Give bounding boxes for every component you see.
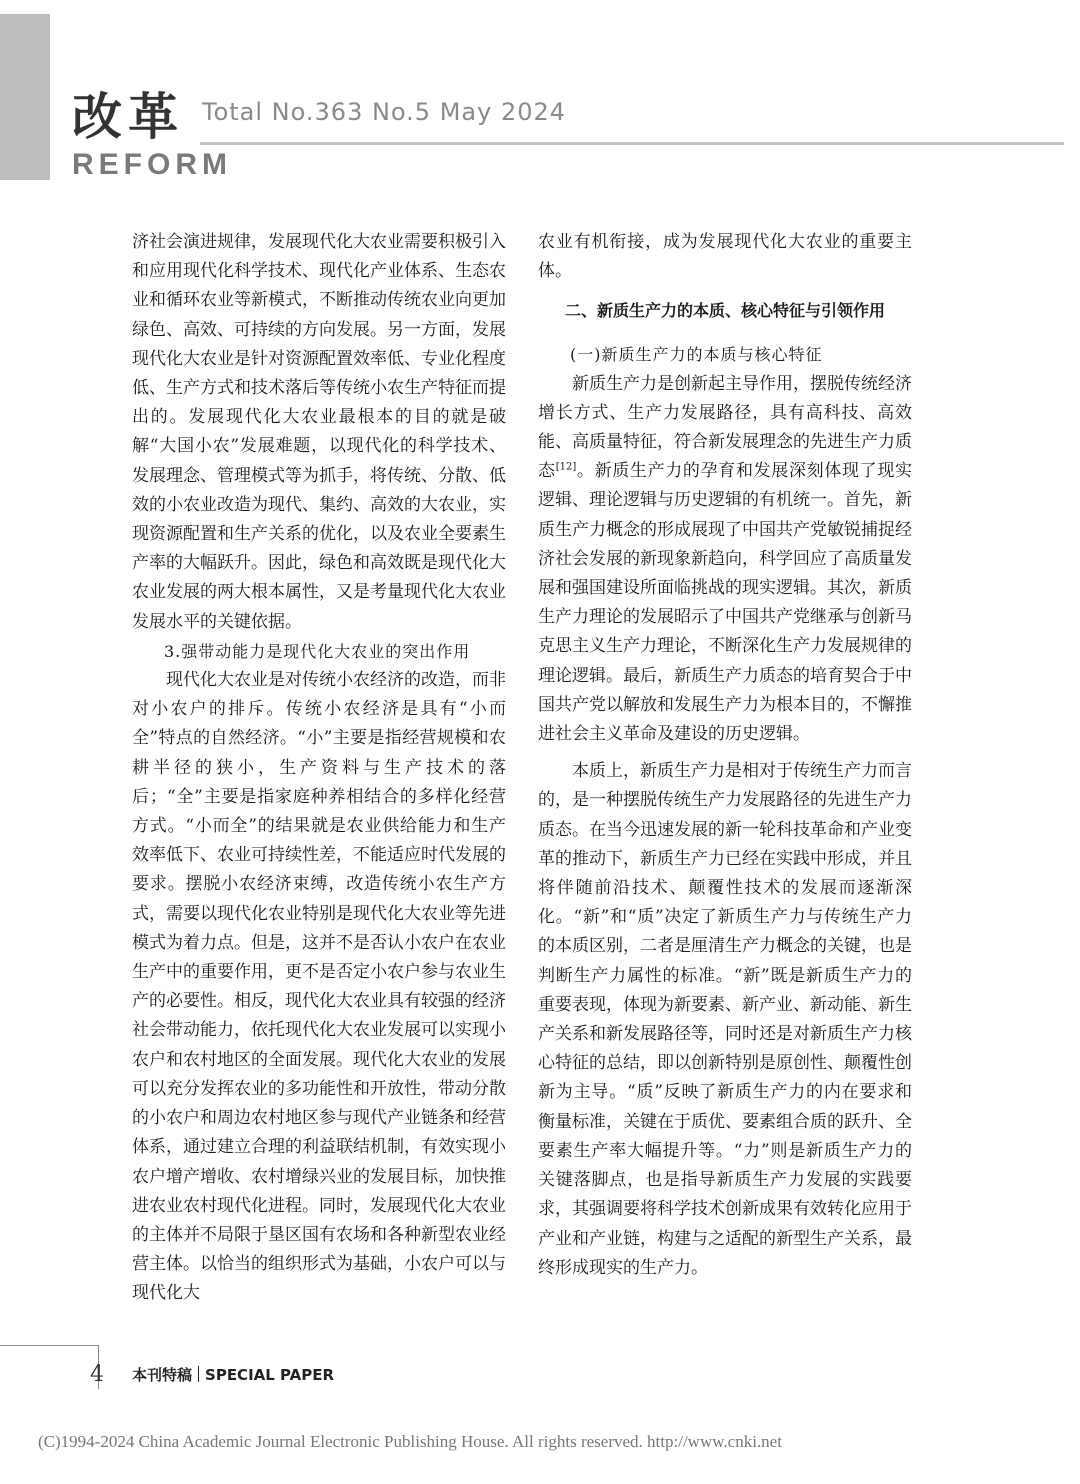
footer-separator: [198, 1366, 199, 1382]
paragraph-text: 新质生产力是创新起主导作用，摆脱传统经济增长方式、生产力发展路径，具有高科技、高效能、高质量特征，符合新发展理念的先进生产力质态: [538, 373, 912, 482]
journal-logo-en: REFORM: [72, 148, 232, 181]
citation-ref: [12]: [555, 461, 577, 473]
footer-label-en: SPECIAL PAPER: [205, 1366, 335, 1384]
copyright-notice: (C)1994-2024 China Academic Journal Electronic Publishing House. All rights reserved. http://www.cnki.net: [38, 1432, 782, 1451]
paragraph: [538, 370, 912, 750]
paragraph: 济社会演进规律，发展现代化大农业需要积极引入和应用现代化科学技术、现代化产业体系、生态农业和循环农业等新模式，不断推动传统农业向更加绿色、高效、可持续的方向发展。另一方面，发展现代化大农业是针对资源配置效率低、专业化程度低、生产方式和技术落后等传统小农生产特征而提出的。发展现代化大农业最根本的目的就是破解“大国小农”发展难题，以现代化的科学技术、发展理念、管理模式等为抓手，将传统、分散、低效的小农业改造为现代、集约、高效的大农业，实现资源配置和生产关系的优化，以及农业全要素生产率的大幅跃升。因此，绿色和高效既是现代化大农业发展的两大根本属性，又是考量现代化大农业发展水平的关键依据。: [132, 232, 506, 632]
subheading-1: (一)新质生产力的本质与核心特征: [570, 345, 823, 365]
footer-rule: [0, 1345, 98, 1346]
footer-label-cn: 本刊特稿: [132, 1366, 193, 1384]
journal-logo-cn: 改革: [72, 88, 184, 146]
header-gray-block: [0, 14, 50, 180]
page-number: 4: [90, 1362, 104, 1387]
right-column: [538, 228, 912, 1283]
header-rule: [200, 142, 1064, 145]
paragraph: 农业有机衔接，成为发展现代化大农业的重要主体。: [538, 232, 912, 282]
subheading-3: 3.强带动能力是现代化大农业的突出作用: [164, 641, 471, 661]
section-heading: 二、新质生产力的本质、核心特征与引领作用: [564, 301, 885, 321]
left-column: [132, 228, 506, 1309]
paragraph-text: 。新质生产力的孕育和发展深刻体现了现实逻辑、理论逻辑与历史逻辑的有机统一。首先，新质生产力概念的形成展现了中国共产党敏锐捕捉经济社会发展的新现象新趋向，科学回应了高质量发展和强国建设所面临挑战的现实逻辑。其次，新质生产力理论的发展昭示了中国共产党继承与创新马克思主义生产力理论，不断深化生产力发展规律的理论逻辑。最后，新质生产力质态的培育契合于中国共产党以解放和发展生产力为根本目的，不懈推进社会主义革命及建设的历史逻辑。: [538, 461, 913, 745]
paragraph: 本质上，新质生产力是相对于传统生产力而言的，是一种摆脱传统生产力发展路径的先进生产力质态。在当今迅速发展的新一轮科技革命和产业变革的推动下，新质生产力已经在实践中形成，并且将伴随前沿技术、颠覆性技术的发展而逐渐深化。“新”和“质”决定了新质生产力与传统生产力的本质区别，二者是厘清生产力概念的关键，也是判断生产力属性的标准。“新”既是新质生产力的重要表现，体现为新要素、新产业、新动能、新生产关系和新发展路径等，同时还是对新质生产力核心特征的总结，即以创新特别是原创性、颠覆性创新为主导。“质”反映了新质生产力的内在要求和衡量标准，关键在于质优、要素组合质的跃升、全要素生产率大幅提升等。“力”则是新质生产力的关键落脚点，也是指导新质生产力发展的实践要求，其强调要将科学技术创新成果有效转化应用于产业和产业链，构建与之适配的新型生产关系，最终形成现实的生产力。: [538, 761, 912, 1278]
paragraph: 现代化大农业是对传统小农经济的改造，而非对小农户的排斥。传统小农经济是具有“小而全”特点的自然经济。“小”主要是指经营规模和农耕半径的狭小，生产资料与生产技术的落后；“全”主要是指家庭种养相结合的多样化经营方式。“小而全”的结果就是农业供给能力和生产效率低下、农业可持续性差，不能适应时代发展的要求。摆脱小农经济束缚，改造传统小农生产方式，需要以现代化农业特别是现代化大农业等先进模式为着力点。但是，这并不是否认小农户在农业生产中的重要作用，更不是否定小农户参与农业生产的必要性。相反，现代化大农业具有较强的经济社会带动能力，依托现代化大农业发展可以实现小农户和农村地区的全面发展。现代化大农业的发展可以充分发挥农业的多功能性和开放性，带动分散的小农户和周边农村地区参与现代产业链条和经营体系，通过建立合理的利益联结机制，有效实现小农户增产增收、农村增绿兴业的发展目标，加快推进农业农村现代化进程。同时，发展现代化大农业的主体并不局限于垦区国有农场和各种新型农业经营主体。以恰当的组织形式为基础，小农户可以与现代化大: [132, 670, 506, 1304]
issue-info: Total No.363 No.5 May 2024: [202, 98, 567, 126]
footer-label: [132, 1364, 334, 1385]
